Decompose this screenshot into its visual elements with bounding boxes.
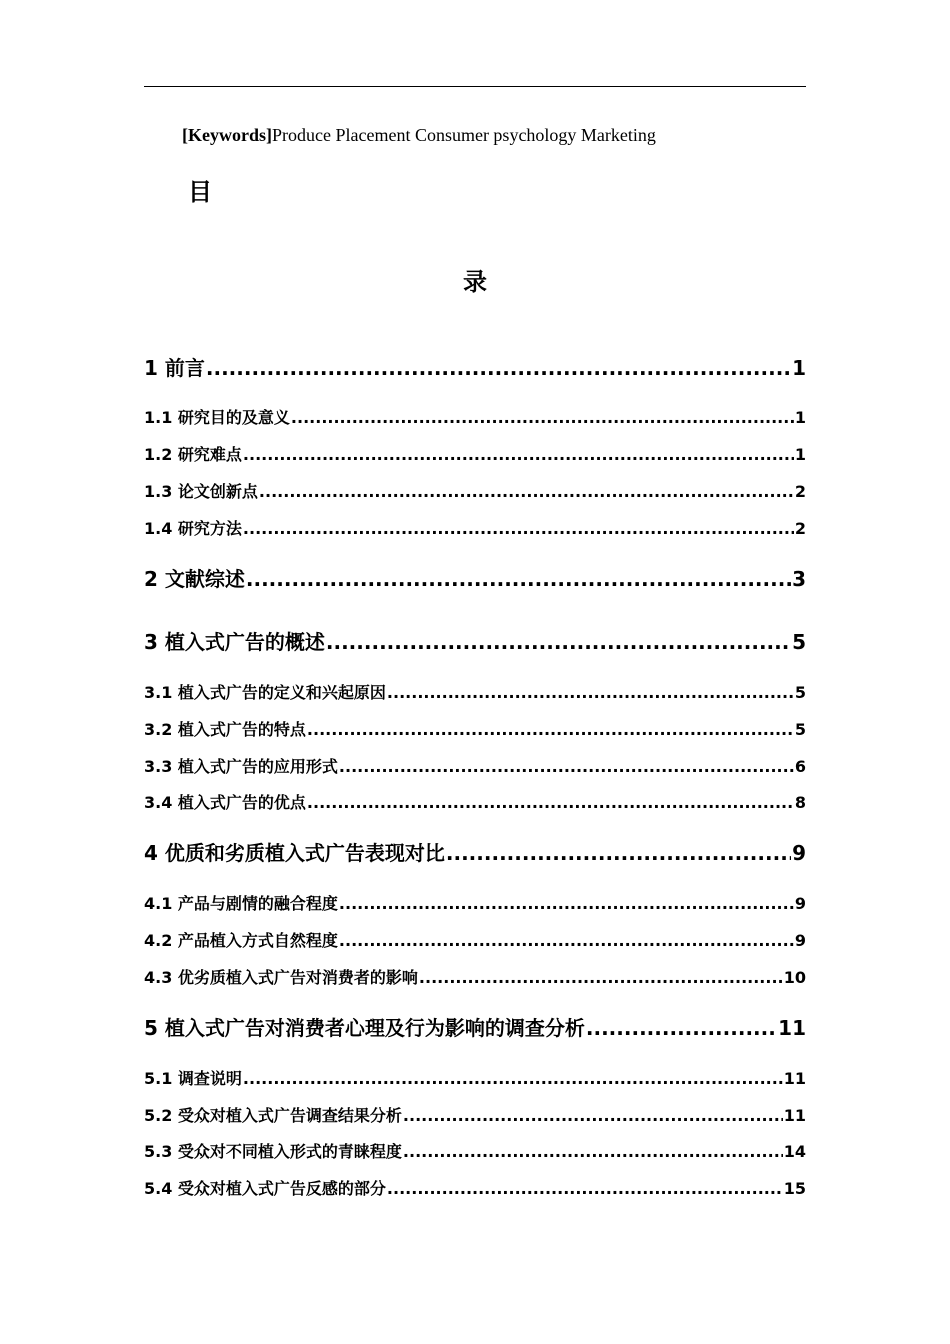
toc-entry-page: 5 [792,630,806,654]
toc-entry-title: 1.2 研究难点 [144,445,242,464]
toc-entry-page: 14 [783,1142,806,1161]
toc-entry-page: 6 [794,757,806,776]
toc-entry-page: 5 [794,683,806,702]
toc-entry-page: 9 [792,841,806,865]
toc-entry-title: 3.3 植入式广告的应用形式 [144,757,338,776]
keywords-label: [Keywords] [182,125,272,145]
toc-entry-title: 5.4 受众对植入式广告反感的部分 [144,1179,386,1198]
toc-entry-title: 4.2 产品植入方式自然程度 [144,931,338,950]
keywords-text: Produce Placement Consumer psychology Marketing [271,125,656,145]
toc-entry-title: 4 优质和劣质植入式广告表现对比 [144,841,445,865]
toc-entry[interactable] [144,479,806,502]
toc-leader [291,408,794,427]
toc-leader [326,630,791,654]
toc-entry-title: 1 前言 [144,356,205,380]
toc-leader [307,720,794,739]
toc-entry-page: 2 [794,519,806,538]
toc-entry-page: 15 [783,1179,806,1198]
toc-leader [387,1179,783,1198]
toc-entry-page: 3 [792,567,806,591]
toc-entry-title: 5.1 调查说明 [144,1069,242,1088]
toc-entry-title: 2 文献综述 [144,567,245,591]
toc-leader [387,683,794,702]
toc-title-first-char: 目 [188,178,212,206]
toc-entry-title: 5.2 受众对植入式广告调查结果分析 [144,1106,402,1125]
toc-leader [246,567,791,591]
toc-leader [206,356,791,380]
toc-leader [446,841,791,865]
toc-entry-title: 3.2 植入式广告的特点 [144,720,306,739]
toc-leader [259,482,794,501]
toc-leader [243,519,794,538]
toc-entry-page: 10 [783,968,806,987]
toc-entry-page: 2 [794,482,806,501]
toc-entry[interactable] [144,717,806,740]
toc-entry[interactable] [144,563,806,592]
keywords-line [182,125,656,146]
toc-entry[interactable] [144,1103,806,1126]
toc-entry[interactable] [144,442,806,465]
toc-entry[interactable] [144,680,806,703]
toc-entry-page: 11 [783,1069,806,1088]
toc-entry[interactable] [144,352,806,381]
toc-leader [339,757,794,776]
toc-entry-title: 1.4 研究方法 [144,519,242,538]
toc-leader [243,1069,783,1088]
header-rule [144,86,806,87]
toc-entry[interactable] [144,1066,806,1089]
toc-entry-page: 1 [794,408,806,427]
toc-entry[interactable] [144,965,806,988]
toc-entry[interactable] [144,1176,806,1199]
toc-leader [403,1142,783,1161]
toc-entry-title: 5 植入式广告对消费者心理及行为影响的调查分析 [144,1016,585,1040]
toc-entry-page: 1 [794,445,806,464]
toc-leader [403,1106,783,1125]
toc-entry[interactable] [144,754,806,777]
toc-entry-page: 5 [794,720,806,739]
toc-entry[interactable] [144,891,806,914]
toc-entry[interactable] [144,516,806,539]
toc-entry[interactable] [144,790,806,813]
toc-entry-title: 1.3 论文创新点 [144,482,258,501]
toc-title-second-char: 录 [463,268,487,296]
toc-entry[interactable] [144,1139,806,1162]
toc-leader [339,894,794,913]
toc-leader [339,931,794,950]
toc-entry[interactable] [144,837,806,866]
toc-entry-page: 8 [794,793,806,812]
toc-entry-title: 3.4 植入式广告的优点 [144,793,306,812]
toc-entry-page: 11 [783,1106,806,1125]
toc-leader [586,1016,777,1040]
toc-entry-title: 5.3 受众对不同植入形式的青睐程度 [144,1142,402,1161]
toc-entry-title: 3.1 植入式广告的定义和兴起原因 [144,683,386,702]
toc-entry-page: 9 [794,931,806,950]
toc-entry[interactable] [144,928,806,951]
toc-entry[interactable] [144,405,806,428]
toc-leader [419,968,783,987]
toc-entry-title: 3 植入式广告的概述 [144,630,325,654]
toc-entry-page: 9 [794,894,806,913]
toc-entry-page: 1 [792,356,806,380]
toc-entry-title: 1.1 研究目的及意义 [144,408,290,427]
toc-entry[interactable] [144,1012,806,1041]
toc-entry[interactable] [144,626,806,655]
toc-entry-title: 4.1 产品与剧情的融合程度 [144,894,338,913]
toc-leader [243,445,794,464]
toc-entry-page: 11 [778,1016,806,1040]
toc-leader [307,793,794,812]
toc-entry-title: 4.3 优劣质植入式广告对消费者的影响 [144,968,418,987]
